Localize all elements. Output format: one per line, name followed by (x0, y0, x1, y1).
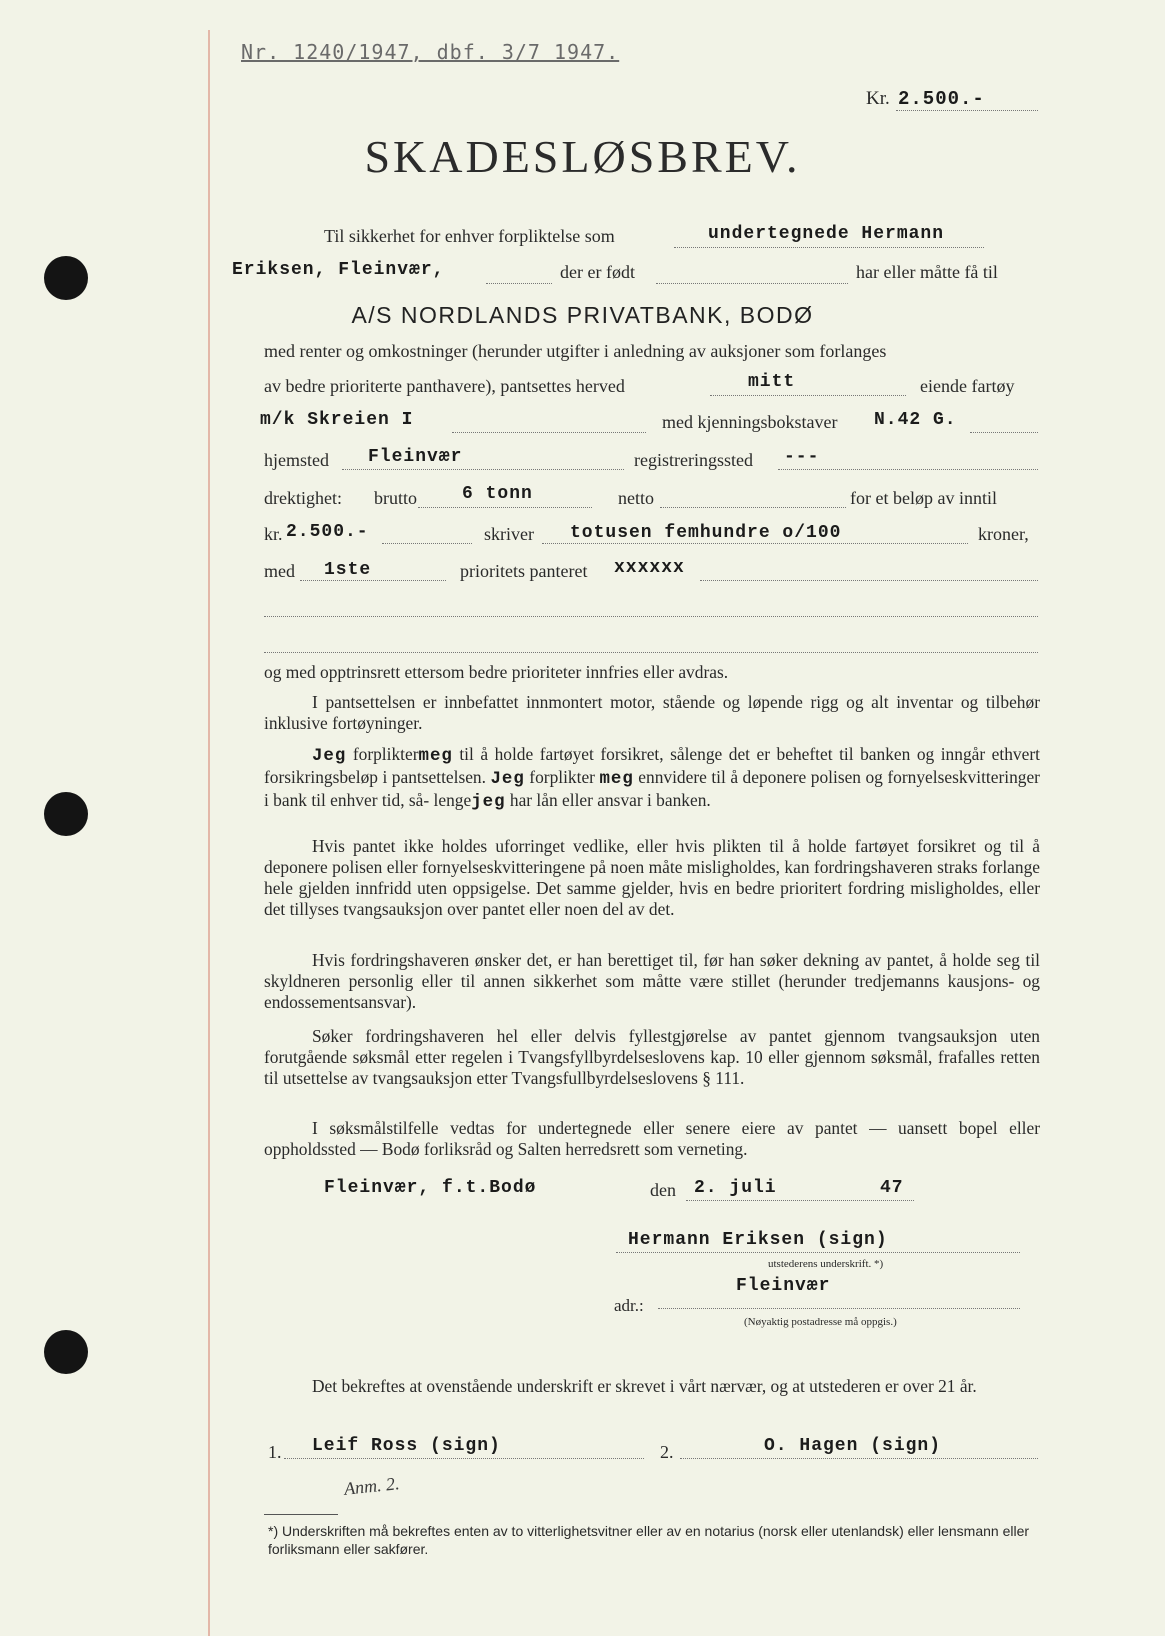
paragraph-enforcement: Søker fordringshaveren hel eller delvis fyllestgjørelse av pantet gjennom tvangsauksjon uten forutgående søksmål etter regelen i Tvangsfyllbyrdelseslovens kap. 10 eller gjennom søksmål, frafalles retten til utsettelse av tvangsauksjon etter Tvangsfullbyrdelseslovens § 111. (264, 1026, 1040, 1088)
registration-number: Nr. 1240/1947, dbf. 3/7 1947. (241, 40, 620, 64)
paragraph-recourse: Hvis fordringshaveren ønsker det, er han berettiget til, før han søker dekning av pantet, å holde seg til skyldneren personlig eller til annen sikkerhet som måtte være stillet (herunder tredjemanns kausjons- og endossementsansvar). (264, 950, 1040, 1012)
witness-2-signature: O. Hagen (sign) (764, 1436, 942, 1456)
dotted-line (300, 580, 446, 581)
dotted-line (382, 543, 472, 544)
interest-line: med renter og omkostninger (herunder utgifter i anledning av auksjoner som forlanges (264, 341, 887, 361)
signing-year: 47 (880, 1178, 904, 1198)
handwritten-note: Anm. 2. (343, 1473, 401, 1499)
intro-prefix: Til sikkerhet for enhver forpliktelse som (324, 226, 615, 246)
dotted-line (778, 469, 1038, 470)
dotted-line (674, 247, 984, 248)
kr-label: kr. (264, 524, 283, 544)
home-port: Fleinvær (368, 447, 463, 467)
call-sign-label: med kjenningsbokstaver (662, 412, 838, 432)
home-label: hjemsted (264, 450, 329, 470)
dotted-line (616, 1252, 1020, 1253)
dotted-line (700, 580, 1038, 581)
paragraph-inventory: I pantsettelsen er innbefattet innmontert motor, stående og løpende rigg og alt inventar og tilbehør inklusive fortøyninger. (264, 692, 1040, 733)
vessel-name: m/k Skreien I (260, 410, 414, 430)
with-label: med (264, 561, 295, 581)
signature-caption: utstederens underskrift. *) (768, 1258, 884, 1270)
dotted-line (486, 283, 552, 284)
signing-date: 2. juli (694, 1178, 777, 1198)
paragraph-priority: og med opptrinsrett ettersom bedre prioriteter innfries eller avdras. (264, 662, 729, 682)
dotted-line (418, 507, 592, 508)
signing-place: Fleinvær, f.t.Bodø (324, 1178, 537, 1198)
gross-label: brutto (374, 488, 417, 508)
dotted-line (686, 1200, 914, 1201)
dotted-line (680, 1458, 1038, 1459)
punch-hole-icon (44, 1330, 88, 1374)
address-caption: (Nøyaktig postadresse må oppgis.) (744, 1316, 897, 1328)
footnote: *) Underskriften må bekreftes enten av to vitterlighetsvitner eller av en notarius (norsk eller utenlandsk) eller lensmann eller forliksmann eller sakfører. (268, 1523, 1030, 1557)
owner-word: mitt (748, 372, 796, 392)
punch-hole-icon (44, 792, 88, 836)
issuer-signature: Hermann Eriksen (sign) (628, 1230, 888, 1250)
margin-rule (208, 30, 210, 1636)
dotted-line (896, 110, 1038, 111)
words-label: skriver (484, 524, 534, 544)
amount-in-words: totusen femhundre o/100 (570, 523, 842, 543)
born-label: der er født (560, 262, 635, 282)
registration-place: --- (784, 447, 820, 467)
bank-name: A/S NORDLANDS PRIVATBANK, BODØ (351, 302, 814, 328)
dotted-line (656, 283, 848, 284)
intro-tail: har eller måtte få til (856, 262, 998, 282)
dotted-line (658, 1308, 1020, 1309)
dotted-line (970, 432, 1038, 433)
dotted-line (342, 469, 624, 470)
tonnage-label: drektighet: (264, 488, 342, 508)
call-sign: N.42 G. (874, 410, 957, 430)
dotted-line (710, 395, 906, 396)
amount-label: Kr. (866, 88, 890, 109)
address-label: adr.: (614, 1296, 644, 1315)
dotted-line (660, 507, 846, 508)
witness-1-signature: Leif Ross (sign) (312, 1436, 501, 1456)
registration-place-label: registreringssted (634, 450, 753, 470)
dotted-line (264, 616, 1038, 617)
paragraph-insurance: Jeg forpliktermeg til å holde fartøyet forsikret, sålenge det er beheftet til banken og inngår ethvert forsikringsbeløp i pantsettelsen. Jeg forplikter meg ennvidere til å deponere polisen og fornyelseskvitteringer i bank til enhver tid, så- lengejeg har lån eller ansvar i banken. (264, 744, 1040, 812)
issuer-address: Fleinvær (736, 1276, 831, 1296)
pledge-amount: 2.500.- (286, 522, 369, 542)
party-name-continued: Eriksen, Fleinvær, (232, 260, 445, 280)
date-label: den (650, 1180, 676, 1200)
gross-tonnage: 6 tonn (462, 484, 533, 504)
currency-label: kroner, (978, 524, 1029, 544)
pledge-suffix: eiende fartøy (920, 376, 1015, 396)
party-name: undertegnede Hermann (708, 224, 945, 244)
dotted-line (284, 1458, 644, 1459)
witness-1-number: 1. (268, 1442, 282, 1462)
paragraph-default: Hvis pantet ikke holdes uforringet vedlike, eller hvis plikten til å holde fartøyet forsikret og til å deponere polisen eller fornyelseskvitteringene på noen måte misligholdes, kan fordringshaveren straks forlange hele gjelden innfridd uten oppsigelse. Det samme gjelder, hvis en bedre prioritert fordring misligholdes, eller det tillyses tvangsauksjon over pantet eller noen del av det. (264, 836, 1040, 919)
priority-rank: 1ste (324, 560, 372, 580)
document-title: SKADESLØSBREV. (364, 131, 801, 182)
paragraph-venue: I søksmålstilfelle vedtas for undertegnede eller senere eiere av pantet — uansett bopel eller oppholdssted — Bodø forliksråd og Salten herredsrett som verneting. (264, 1118, 1040, 1159)
pledge-prefix: av bedre prioriterte panthavere), pantsettes herved (264, 376, 625, 396)
dotted-line (452, 432, 646, 433)
witness-2-number: 2. (660, 1442, 674, 1462)
amount-header-value: 2.500.- (898, 88, 985, 110)
dotted-line (264, 652, 1038, 653)
witness-statement: Det bekreftes at ovenstående underskrift er skrevet i vårt nærvær, og at utstederen er over 21 år. (312, 1376, 977, 1396)
footnote-divider (264, 1514, 338, 1515)
priority-label: prioritets panteret (460, 561, 588, 581)
punch-hole-icon (44, 256, 88, 300)
struck-out-text: xxxxxx (614, 558, 685, 578)
dotted-line (542, 543, 968, 544)
net-label: netto (618, 488, 654, 508)
amount-tail: for et beløp av inntil (850, 488, 997, 508)
